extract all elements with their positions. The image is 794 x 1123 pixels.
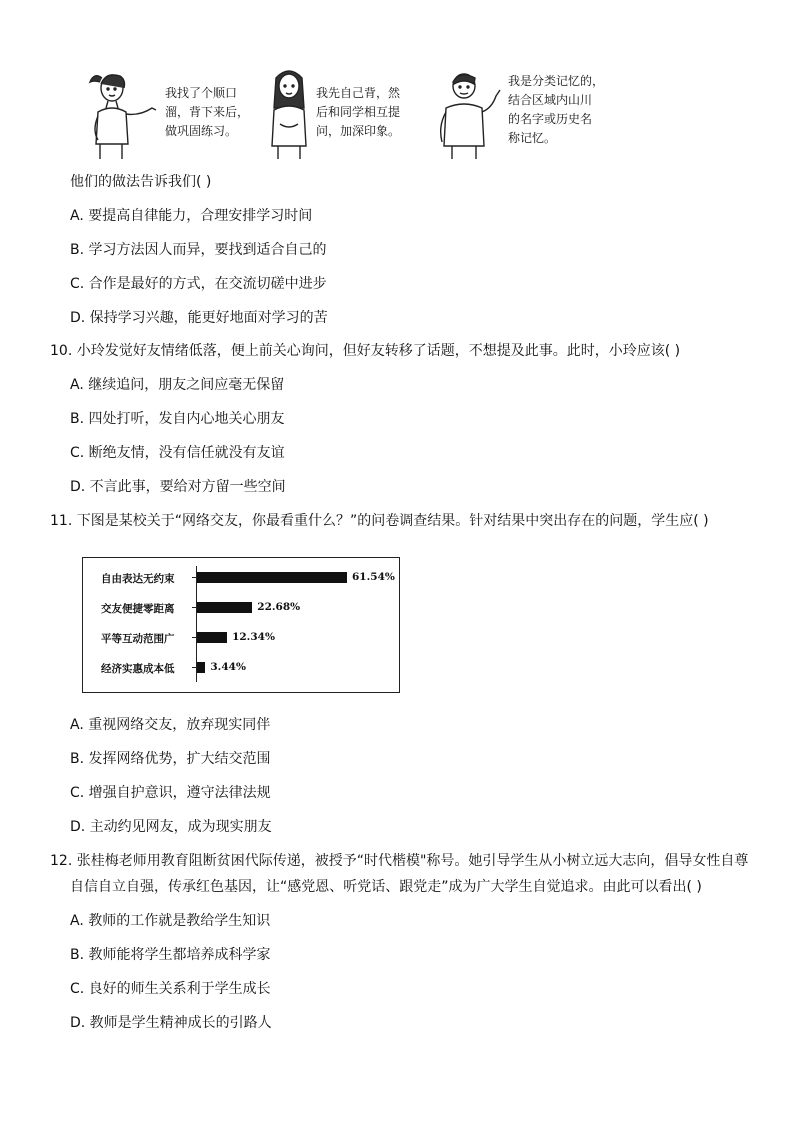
q10-option-b: B. 四处打听，发自内心地关心朋友 [70,411,285,427]
speech-line: 称记忆。 [508,131,557,145]
survey-bar-chart [82,557,400,693]
chart-bar [197,662,205,673]
chart-category-label: 平等互动范围广 [101,633,175,645]
speaker-boy [430,64,506,160]
chart-tick [192,607,196,608]
q11-option-c: C. 增强自护意识，遵守法律法规 [70,785,271,801]
q9-option-d: D. 保持学习兴趣，能更好地面对学习的苦 [70,310,328,326]
q9-option-c: C. 合作是最好的方式，在交流切磋中进步 [70,276,327,292]
chart-category-label: 自由表达无约束 [101,573,175,585]
q11-option-a: A. 重视网络交友，放弃现实同伴 [70,717,271,733]
speech-line: 的名字或历史名 [508,112,593,126]
chart-value-label: 22.68% [257,601,301,613]
speech-line: 问，加深印象。 [316,124,401,138]
q10-option-c: C. 断绝友情，没有信任就没有友谊 [70,445,285,461]
q9-option-b: B. 学习方法因人而异，要找到适合自己的 [70,242,327,258]
q10-option-a: A. 继续追问，朋友之间应毫无保留 [70,377,285,393]
q10-option-d: D. 不言此事，要给对方留一些空间 [70,479,286,495]
q12-option-a: A. 教师的工作就是教给学生知识 [70,913,271,929]
speech-line: 我是分类记忆的， [508,74,605,88]
chart-value-label: 12.34% [232,631,275,643]
chart-tick [192,667,196,668]
girl-with-ponytail-illustration [82,64,162,160]
chart-bar [197,602,252,613]
q11-stem: 11. 下图是某校关于“网络交友，你最看重什么？”的问卷调查结果。针对结果中突出存在的问题，学生应( ) [50,513,709,529]
speech-text-3 [508,72,604,148]
speech-text-2 [316,84,400,141]
q9-stem: 他们的做法告诉我们( ) [70,174,212,190]
q12-option-c: C. 良好的师生关系利于学生成长 [70,981,271,997]
q12-option-d: D. 教师是学生精神成长的引路人 [70,1015,272,1031]
q11-option-d: D. 主动约见网友，成为现实朋友 [70,819,272,835]
chart-bar [197,572,347,583]
speech-text-1 [165,84,249,141]
chart-tick [192,577,196,578]
speech-line: 我找了个顺口 [165,86,238,100]
chart-value-label: 61.54% [352,571,395,583]
speech-line: 溜，背下来后， [165,105,250,119]
speaker-girl-2 [262,64,316,160]
chart-category-label: 经济实惠成本低 [101,663,175,675]
chart-tick [192,637,196,638]
q10-stem: 10. 小玲发觉好友情绪低落，便上前关心询问，但好友转移了话题，不想提及此事。此时，小玲应该( ) [50,343,681,359]
speech-line: 结合区域内山川 [508,93,593,107]
speech-line: 做巩固练习。 [165,124,238,138]
girl-long-hair-illustration [262,64,316,160]
q9-option-a: A. 要提高自律能力，合理安排学习时间 [70,208,313,224]
q12-option-b: B. 教师能将学生都培养成科学家 [70,947,271,963]
speech-line: 我先自己背，然 [316,86,401,100]
q12-stem-line-2: 自信自立自强，传承红色基因，让“感党恩、听党话、跟党走”成为广大学生自觉追求。由此可以看出( ) [70,879,702,895]
q11-option-b: B. 发挥网络优势，扩大结交范围 [70,751,271,767]
chart-bar [197,632,227,643]
chart-value-label: 3.44% [210,661,246,673]
speaker-girl-1 [82,64,162,160]
boy-pointing-illustration [430,64,506,160]
chart-category-label: 交友便捷零距离 [101,603,175,615]
speech-line: 后和同学相互提 [316,105,401,119]
q12-stem-line-1: 12. 张桂梅老师用教育阻断贫困代际传递，被授予“时代楷模"称号。她引导学生从小树立远大志向，倡导女性自尊 [50,853,749,869]
